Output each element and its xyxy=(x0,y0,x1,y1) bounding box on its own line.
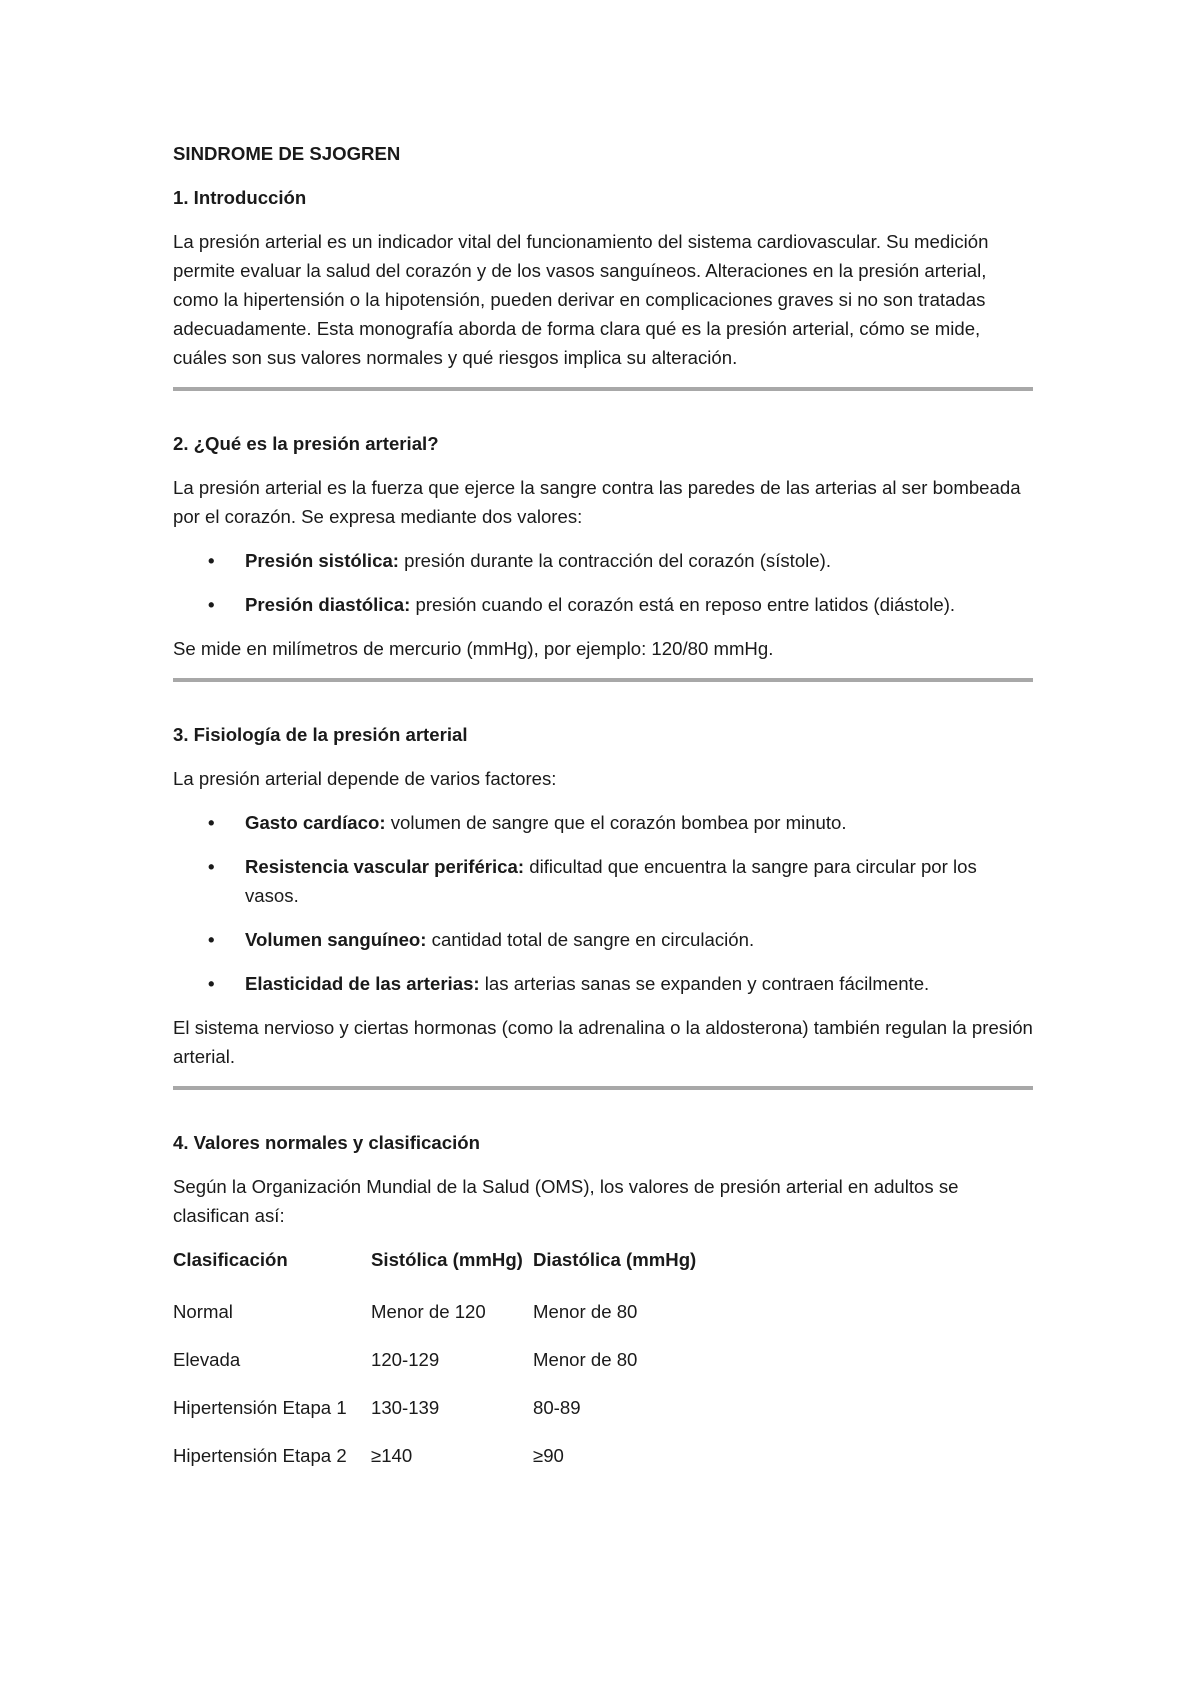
table-cell: Menor de 120 xyxy=(371,1301,486,1322)
table-cell: 130-139 xyxy=(371,1397,440,1418)
list-item xyxy=(173,590,1033,619)
bullet-icon: • xyxy=(208,550,215,571)
table-header-row xyxy=(173,1245,733,1297)
document-title: SINDROME DE SJOGREN xyxy=(173,143,401,164)
section-paragraph: La presión arterial es la fuerza que ejerce la sangre contra las paredes de las arterias al ser bombeada por el corazón. Se expresa mediante dos valores: xyxy=(173,477,1021,527)
table-cell: ≥90 xyxy=(533,1445,564,1466)
list-item-term: Presión sistólica: xyxy=(245,550,399,571)
list-item-text: las arterias sanas se expanden y contraen fácilmente. xyxy=(479,973,930,994)
list-item-text: volumen de sangre que el corazón bombea por minuto. xyxy=(385,812,847,833)
section-paragraph: Según la Organización Mundial de la Salud (OMS), los valores de presión arterial en adultos se clasifican así: xyxy=(173,1176,959,1226)
section-paragraph: La presión arterial depende de varios factores: xyxy=(173,768,557,789)
table-row xyxy=(173,1297,733,1345)
list-item-term: Volumen sanguíneo: xyxy=(245,929,427,950)
section-divider xyxy=(173,1086,1033,1090)
section-paragraph: El sistema nervioso y ciertas hormonas (como la adrenalina o la aldosterona) también regulan la presión arterial. xyxy=(173,1017,1033,1067)
table-cell: ≥140 xyxy=(371,1445,413,1466)
table-header-cell: Clasificación xyxy=(173,1249,288,1270)
section-heading-introduccion: 1. Introducción xyxy=(173,187,307,208)
bullet-icon: • xyxy=(208,856,215,877)
bullet-icon: • xyxy=(208,973,215,994)
bullet-icon: • xyxy=(208,929,215,950)
table-cell: Elevada xyxy=(173,1349,241,1370)
list-item-text: presión cuando el corazón está en reposo entre latidos (diástole). xyxy=(410,594,956,615)
document-body xyxy=(173,139,1033,1489)
classification-table xyxy=(173,1245,733,1489)
table-cell: Hipertensión Etapa 2 xyxy=(173,1445,347,1466)
list-item-text: dificultad que encuentra la sangre para circular por los vasos. xyxy=(245,856,977,906)
section-paragraph: Se mide en milímetros de mercurio (mmHg), por ejemplo: 120/80 mmHg. xyxy=(173,638,774,659)
list-item-text: cantidad total de sangre en circulación. xyxy=(426,929,755,950)
section-heading-valores: 4. Valores normales y clasificación xyxy=(173,1132,480,1153)
list-item-term: Presión diastólica: xyxy=(245,594,411,615)
table-cell: Hipertensión Etapa 1 xyxy=(173,1397,347,1418)
list-item-text: presión durante la contracción del corazón (sístole). xyxy=(398,550,831,571)
list-item xyxy=(173,546,1033,575)
section-paragraph: La presión arterial es un indicador vital del funcionamiento del sistema cardiovascular. Su medición permite evaluar la salud del corazón y de los vasos sanguíneos. Alteraciones en la presión arterial, como la hipertensión o la hipotensión, pueden derivar en complicaciones graves si no son tratadas adecuadamente. Esta monografía aborda de forma clara qué es la presión arterial, cómo se mide, cuáles son sus valores normales y qué riesgos implica su alteración. xyxy=(173,231,989,368)
bullet-icon: • xyxy=(208,812,215,833)
section-heading-que-es: 2. ¿Qué es la presión arterial? xyxy=(173,433,439,454)
bullet-list xyxy=(173,808,1033,998)
section-heading-fisiologia: 3. Fisiología de la presión arterial xyxy=(173,724,468,745)
list-item xyxy=(173,969,1033,998)
list-item xyxy=(173,808,1033,837)
table-row xyxy=(173,1441,733,1489)
table-header-cell: Sistólica (mmHg) xyxy=(371,1249,523,1270)
table-header-cell: Diastólica (mmHg) xyxy=(533,1249,697,1270)
table-row xyxy=(173,1345,733,1393)
table-row xyxy=(173,1393,733,1441)
bullet-list xyxy=(173,546,1033,619)
list-item-term: Gasto cardíaco: xyxy=(245,812,386,833)
section-divider xyxy=(173,387,1033,391)
list-item xyxy=(173,852,1033,910)
table-cell: Menor de 80 xyxy=(533,1349,638,1370)
table-cell: 80-89 xyxy=(533,1397,581,1418)
section-divider xyxy=(173,678,1033,682)
list-item-term: Resistencia vascular periférica: xyxy=(245,856,525,877)
table-cell: 120-129 xyxy=(371,1349,440,1370)
table-cell: Menor de 80 xyxy=(533,1301,638,1322)
table-cell: Normal xyxy=(173,1301,233,1322)
list-item xyxy=(173,925,1033,954)
list-item-term: Elasticidad de las arterias: xyxy=(245,973,480,994)
bullet-icon: • xyxy=(208,594,215,615)
